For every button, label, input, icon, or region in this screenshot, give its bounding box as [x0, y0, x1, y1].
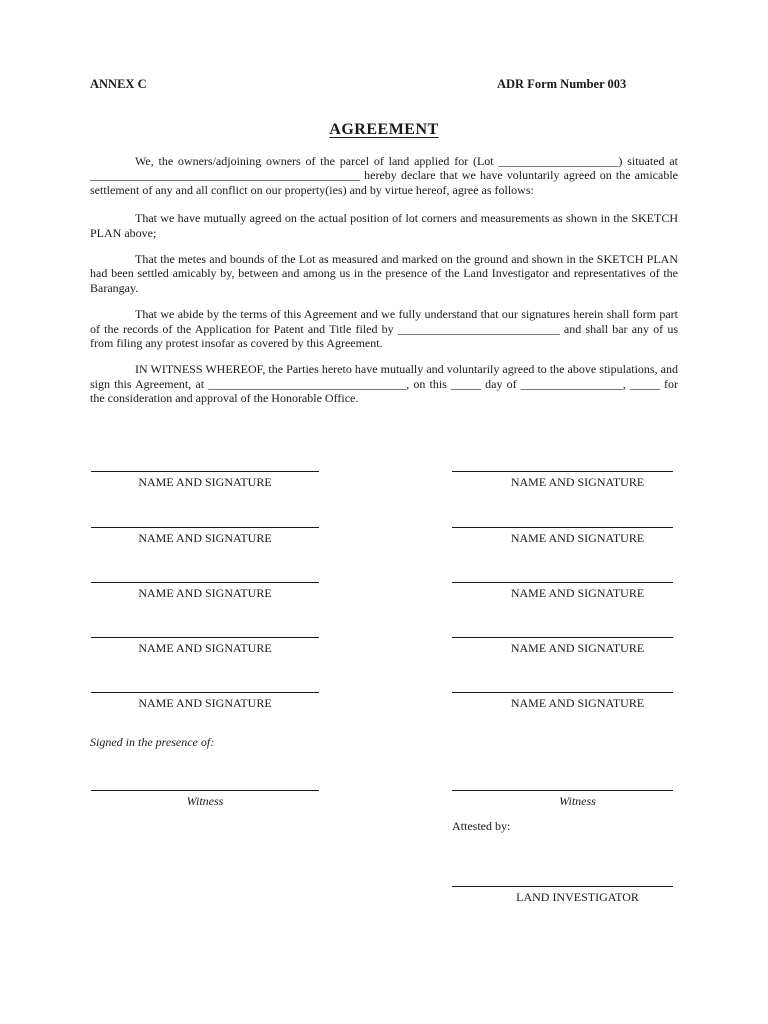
signature-block-right-5	[452, 692, 673, 710]
signature-label: NAME AND SIGNATURE	[138, 641, 272, 655]
signature-block-right-1	[452, 471, 673, 489]
witness-block-right	[452, 790, 673, 808]
agreement-body	[90, 154, 678, 418]
paragraph-witness-whereof: IN WITNESS WHEREOF, the Parties hereto have mutually and voluntarily agreed to the above stipulations, and sign this Agreement, at _________________________________, on this _____ day of _________________, _____ for the consideration and approval of the Honorable Office.	[90, 362, 678, 406]
signature-block-left-4	[91, 637, 319, 655]
document-title	[0, 121, 768, 139]
signature-label: NAME AND SIGNATURE	[138, 475, 272, 489]
signature-line	[91, 692, 319, 693]
witness-line	[452, 790, 673, 791]
title-text: AGREEMENT	[329, 121, 439, 138]
signature-line	[91, 582, 319, 583]
signature-label: NAME AND SIGNATURE	[138, 586, 272, 600]
signature-line	[91, 637, 319, 638]
signature-label: NAME AND SIGNATURE	[510, 586, 645, 600]
signature-label: NAME AND SIGNATURE	[510, 475, 645, 489]
signature-line	[452, 692, 673, 693]
signature-label: NAME AND SIGNATURE	[138, 696, 272, 710]
presence-label: Signed in the presence of:	[90, 735, 215, 749]
witness-label: Witness	[186, 794, 224, 808]
investigator-line	[452, 886, 673, 887]
investigator-label: LAND INVESTIGATOR	[516, 890, 639, 904]
witness-block-left	[91, 790, 319, 808]
signature-label: NAME AND SIGNATURE	[510, 531, 645, 545]
signature-block-left-1	[91, 471, 319, 489]
signature-line	[452, 637, 673, 638]
signature-block-left-3	[91, 582, 319, 600]
land-investigator-block	[452, 886, 673, 904]
signature-line	[91, 471, 319, 472]
signature-block-right-3	[452, 582, 673, 600]
paragraph-intro: We, the owners/adjoining owners of the parcel of land applied for (Lot ____________________) situated at _____________________________________________ hereby declare that we have voluntarily agreed on the amicable settlement of any and all conflict on our property(ies) and by virtue hereof, agree as follows:	[90, 154, 678, 197]
signature-label: NAME AND SIGNATURE	[510, 641, 645, 655]
signature-line	[452, 582, 673, 583]
signature-block-right-2	[452, 527, 673, 545]
signature-block-left-2	[91, 527, 319, 545]
signature-line	[452, 471, 673, 472]
paragraph-metes-bounds: That the metes and bounds of the Lot as measured and marked on the ground and shown in the SKETCH PLAN had been settled amicably by, between and among us in the presence of the Land Investigator and representatives of the Barangay.	[90, 252, 678, 295]
witness-line	[91, 790, 319, 791]
signature-label: NAME AND SIGNATURE	[138, 531, 272, 545]
attested-by-label: Attested by:	[452, 819, 511, 833]
annex-label: ANNEX C	[90, 77, 147, 91]
paragraph-terms: That we abide by the terms of this Agreement and we fully understand that our signatures herein shall form part of the records of the Application for Patent and Title filed by ___________________________ and shall bar any of us from filing any protest insofar as covered by this Agreement.	[90, 307, 678, 351]
signature-block-left-5	[91, 692, 319, 710]
signature-label: NAME AND SIGNATURE	[510, 696, 645, 710]
signature-block-right-4	[452, 637, 673, 655]
signature-line	[452, 527, 673, 528]
signature-line	[91, 527, 319, 528]
form-number: ADR Form Number 003	[497, 77, 627, 91]
paragraph-sketch-plan: That we have mutually agreed on the actual position of lot corners and measurements as shown in the SKETCH PLAN above;	[90, 211, 678, 240]
witness-label: Witness	[559, 794, 596, 808]
